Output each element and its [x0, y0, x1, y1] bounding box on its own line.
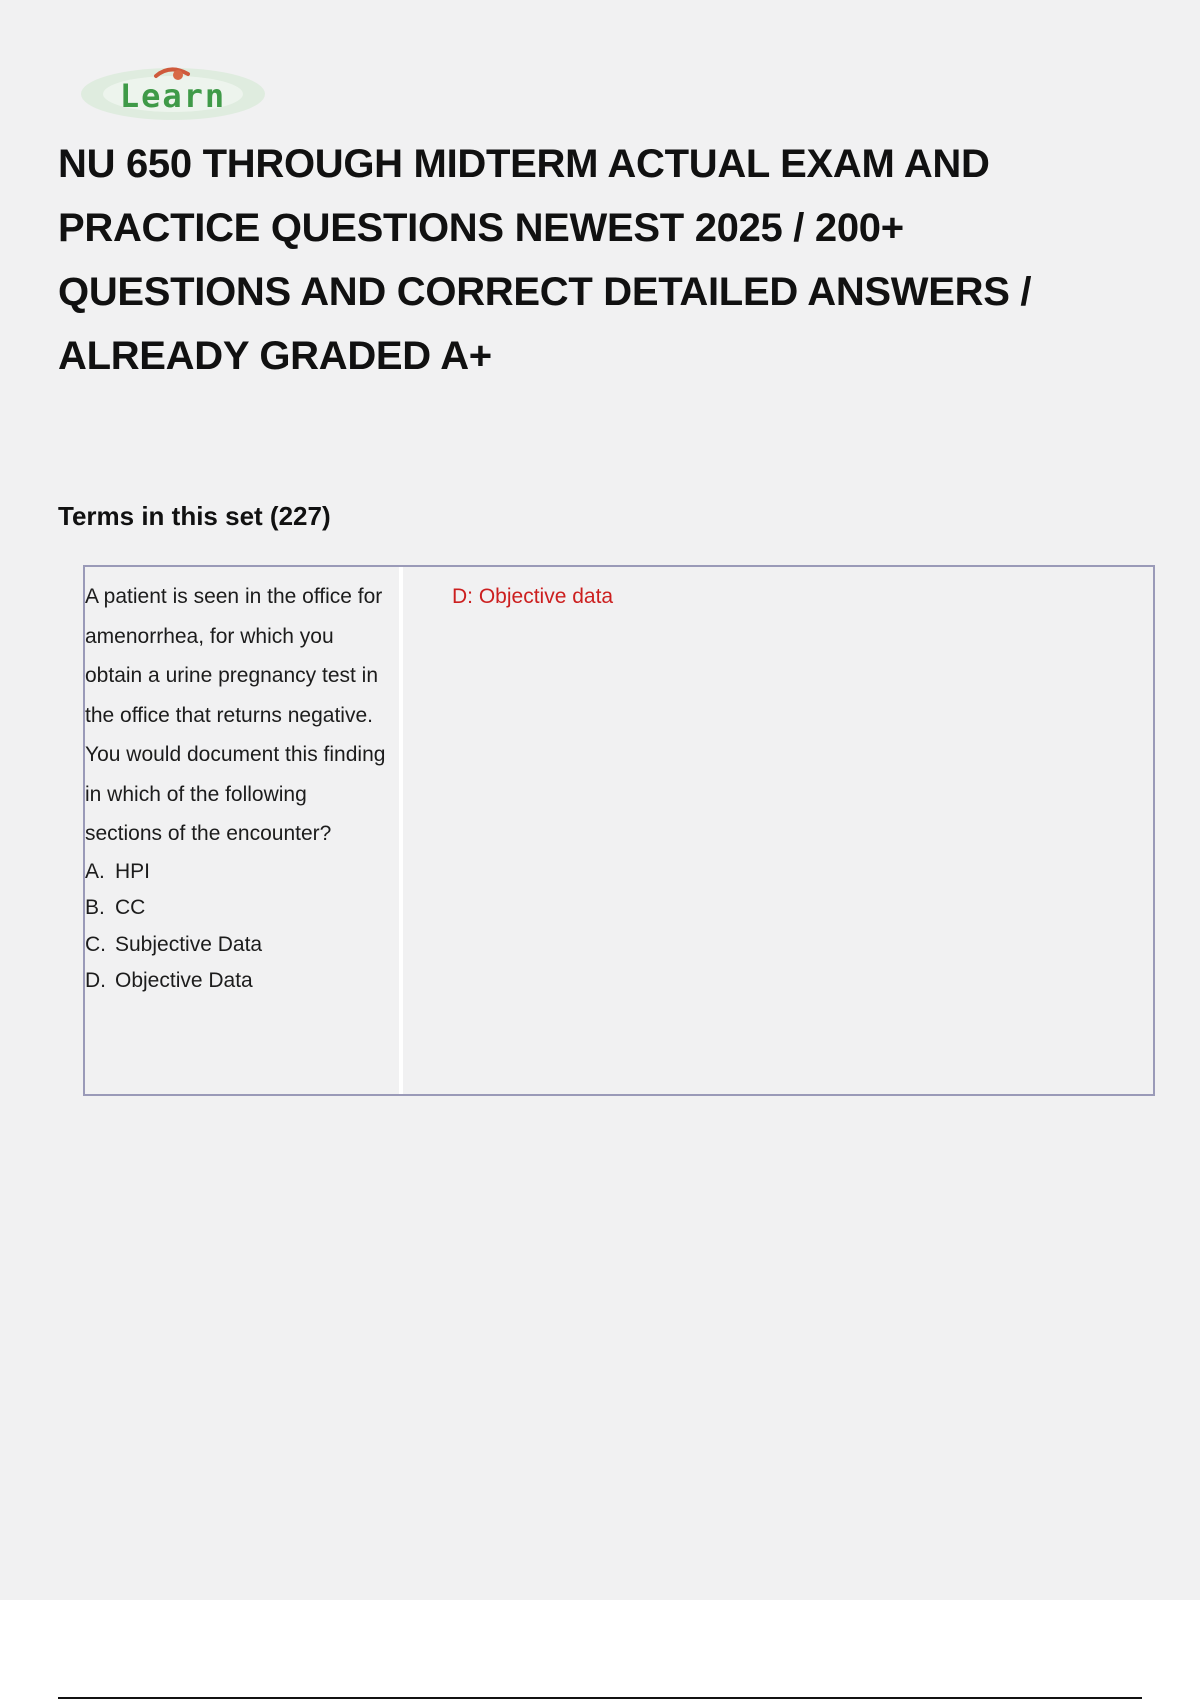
learn-logo: [78, 62, 268, 122]
answer-text: D: Objective data: [452, 585, 614, 608]
answer-options-list: [85, 854, 389, 1000]
option-letter: A.: [85, 859, 105, 883]
term-question-cell: [85, 567, 403, 1094]
term-card: [83, 565, 1155, 1096]
footer-divider: [58, 1697, 1142, 1699]
option-b: [85, 890, 389, 927]
option-text: Objective Data: [115, 969, 253, 992]
option-letter: B.: [85, 896, 105, 919]
option-text: HPI: [115, 859, 151, 883]
option-letter: D.: [85, 969, 106, 992]
learn-logo-icon: [78, 62, 268, 122]
question-text: A patient is seen in the office for amenorrhea, for which you obtain a urine pregnancy test in the office that returns negative. You would document this finding in which of the following sections of the encounter?: [85, 585, 386, 845]
option-c: [85, 927, 389, 964]
option-d: [85, 963, 389, 1000]
option-text: Subjective Data: [115, 932, 263, 956]
option-text: CC: [115, 896, 146, 919]
logo-text: Learn: [119, 77, 227, 115]
option-letter: C.: [85, 932, 106, 956]
terms-count-heading: Terms in this set (227): [58, 501, 331, 531]
document-title: NU 650 THROUGH MIDTERM ACTUAL EXAM AND PRACTICE QUESTIONS NEWEST 2025 / 200+ QUESTIONS AND CORRECT DETAILED ANSWERS / ALREADY GRADED A+: [58, 142, 1032, 378]
option-a: [85, 854, 389, 891]
term-answer-cell: [403, 567, 1153, 1094]
